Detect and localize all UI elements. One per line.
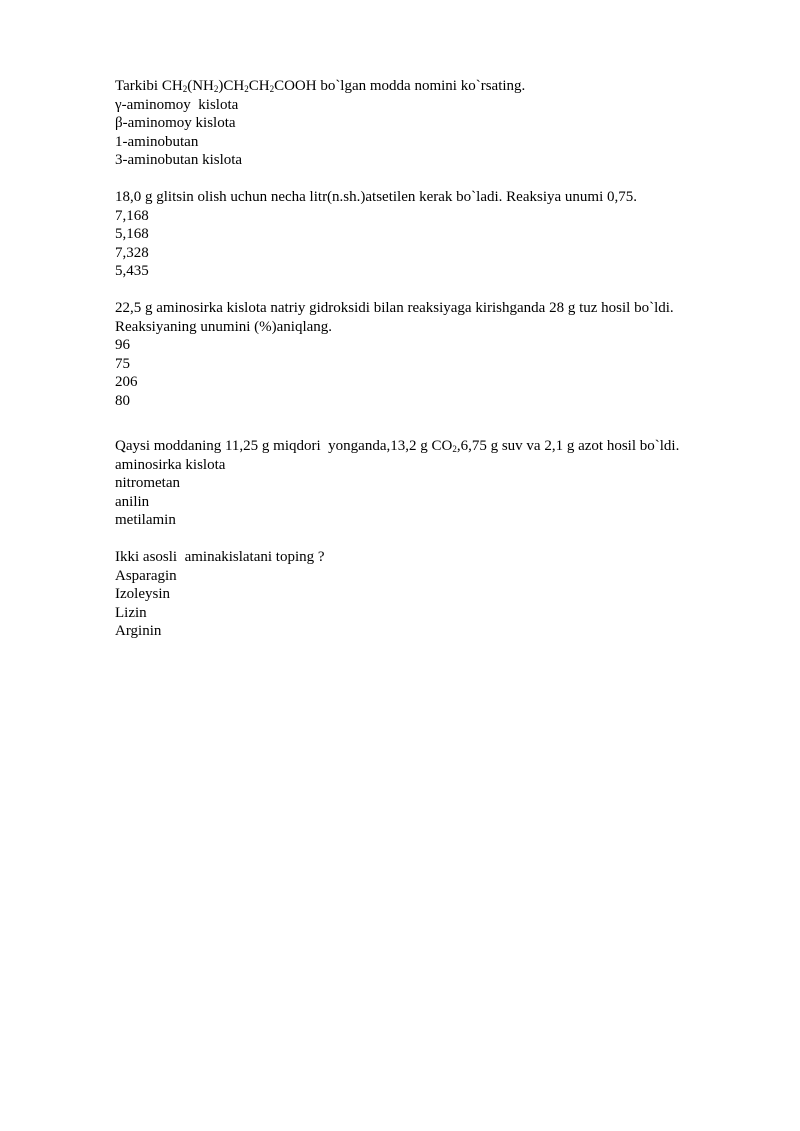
question-4-stem: Qaysi moddaning 11,25 g miqdori yonganda,13,2 g $CO_2,6,75$ g suv va 2,1 g azot hosil bo`ldi. bbox=[115, 438, 680, 454]
question-4-option-1: aminosirka kislota bbox=[115, 456, 226, 473]
question-1-stem: Tarkibi $CH_2(NH_2)CH_2CH_2COOH$ bo`lgan modda nomini ko`rsating. bbox=[115, 78, 526, 94]
question-3 bbox=[115, 299, 755, 410]
question-4 bbox=[115, 437, 755, 530]
question-1-option-2: β-aminomoy kislota bbox=[115, 115, 236, 131]
question-4-option-3: anilin bbox=[115, 493, 150, 510]
question-3-option-2: 75 bbox=[115, 355, 130, 372]
question-5-option-4: Arginin bbox=[115, 623, 162, 639]
spacer bbox=[115, 410, 755, 437]
question-4-option-2: nitrometan bbox=[115, 475, 180, 491]
question-1 bbox=[115, 77, 755, 170]
question-3-option-1: 96 bbox=[115, 337, 130, 353]
question-5-stem: Ikki asosli aminakislatani toping ? bbox=[115, 549, 325, 565]
question-5-option-1: Asparagin bbox=[115, 567, 177, 584]
question-2-option-1: 7,168 bbox=[115, 207, 149, 224]
question-5-option-2: Izoleysin bbox=[115, 586, 170, 602]
question-2 bbox=[115, 188, 755, 281]
spacer bbox=[115, 530, 755, 549]
question-2-stem: 18,0 g glitsin olish uchun necha litr(n.sh.)atsetilen kerak bo`ladi. Reaksiya unumi 0,75. bbox=[115, 189, 637, 205]
question-3-stem-line-1: 22,5 g aminosirka kislota natriy gidroksidi bilan reaksiyaga kirishganda 28 g tuz hosil bo`ldi. bbox=[115, 300, 674, 316]
question-4-option-4: metilamin bbox=[115, 512, 176, 528]
question-2-option-4: 5,435 bbox=[115, 263, 149, 279]
question-5-option-3: Lizin bbox=[115, 604, 147, 621]
spacer bbox=[115, 281, 755, 300]
spacer bbox=[115, 170, 755, 189]
question-2-option-3: 7,328 bbox=[115, 244, 149, 261]
question-3-option-3: 206 bbox=[115, 374, 138, 390]
question-3-stem-line-2: Reaksiyaning unumini (%)aniqlang. bbox=[115, 318, 333, 335]
question-2-option-2: 5,168 bbox=[115, 226, 149, 242]
question-1-option-1: γ-aminomoy kislota bbox=[115, 96, 239, 113]
question-1-option-3: 1-aminobutan bbox=[115, 133, 199, 150]
document-page bbox=[115, 77, 755, 641]
question-3-option-4: 80 bbox=[115, 392, 130, 409]
question-5 bbox=[115, 548, 755, 641]
question-1-option-4: 3-aminobutan kislota bbox=[115, 152, 243, 168]
